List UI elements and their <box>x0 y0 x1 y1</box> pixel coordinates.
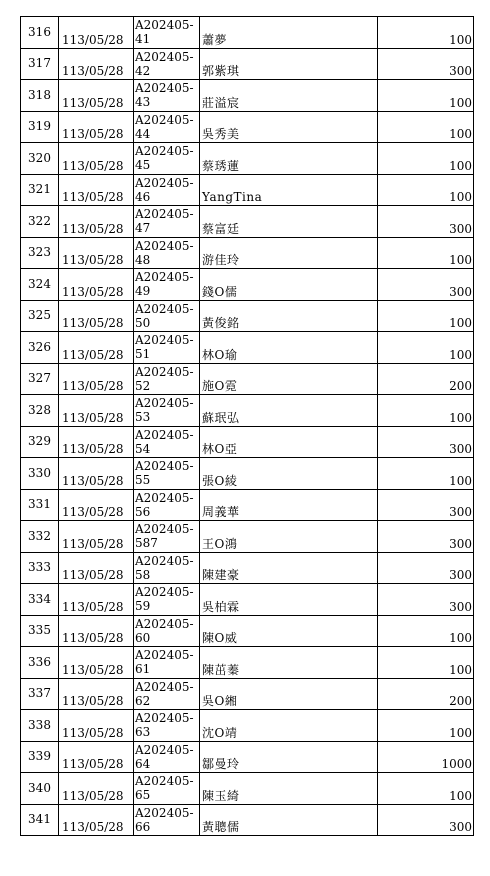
table-row <box>21 426 474 458</box>
row-code-prefix: A202405- <box>135 18 194 32</box>
row-code-suffix: 48 <box>135 252 151 267</box>
row-amount: 300 <box>378 489 474 521</box>
row-code-suffix: 51 <box>135 347 151 361</box>
row-name: 蔡富廷 <box>200 206 378 238</box>
row-code <box>134 804 200 836</box>
row-name: 王O鴻 <box>200 521 378 553</box>
row-number: 318 <box>21 80 59 112</box>
table-row <box>21 269 474 301</box>
row-number: 327 <box>21 363 59 395</box>
row-code <box>134 111 200 143</box>
table-row <box>21 647 474 679</box>
row-code-prefix: A202405- <box>135 711 194 725</box>
row-code-prefix: A202405- <box>135 459 194 473</box>
row-code <box>134 17 200 49</box>
row-number: 333 <box>21 552 59 584</box>
row-amount: 100 <box>378 332 474 364</box>
row-amount: 100 <box>378 17 474 49</box>
row-name: 游佳玲 <box>200 237 378 269</box>
row-code-suffix: 44 <box>135 126 151 141</box>
row-code <box>134 206 200 238</box>
row-date: 113/05/28 <box>59 773 134 805</box>
row-code <box>134 584 200 616</box>
row-number: 329 <box>21 426 59 458</box>
row-name: 陳O威 <box>200 615 378 647</box>
row-code-prefix: A202405- <box>135 553 194 568</box>
row-code <box>134 237 200 269</box>
table-row <box>21 678 474 710</box>
row-amount: 100 <box>378 710 474 742</box>
row-code-prefix: A202405- <box>135 648 194 662</box>
row-code-prefix: A202405- <box>135 175 194 190</box>
row-number: 335 <box>21 615 59 647</box>
row-code-suffix: 59 <box>135 599 151 613</box>
row-date: 113/05/28 <box>59 521 134 553</box>
row-date: 113/05/28 <box>59 237 134 269</box>
row-name: 陳建豪 <box>200 552 378 584</box>
row-amount: 100 <box>378 615 474 647</box>
row-date: 113/05/28 <box>59 300 134 332</box>
row-date: 113/05/28 <box>59 678 134 710</box>
row-code-suffix: 66 <box>135 819 151 834</box>
row-date: 113/05/28 <box>59 363 134 395</box>
row-name: 施O霓 <box>200 363 378 395</box>
row-code-prefix: A202405- <box>135 112 194 127</box>
table-row <box>21 741 474 773</box>
row-code-suffix: 52 <box>135 378 151 393</box>
row-date: 113/05/28 <box>59 741 134 773</box>
row-code-suffix: 41 <box>135 32 151 46</box>
row-number: 331 <box>21 489 59 521</box>
row-name: 蘇珉弘 <box>200 395 378 427</box>
row-amount: 100 <box>378 395 474 427</box>
row-code-suffix: 46 <box>135 189 151 204</box>
row-name: 林O瑜 <box>200 332 378 364</box>
table-row <box>21 174 474 206</box>
row-amount: 300 <box>378 552 474 584</box>
row-date: 113/05/28 <box>59 17 134 49</box>
row-date: 113/05/28 <box>59 647 134 679</box>
row-date: 113/05/28 <box>59 584 134 616</box>
row-name: 莊溢宸 <box>200 80 378 112</box>
table-row <box>21 17 474 49</box>
table-row <box>21 521 474 553</box>
row-date: 113/05/28 <box>59 269 134 301</box>
row-number: 328 <box>21 395 59 427</box>
row-code-suffix: 62 <box>135 693 151 708</box>
row-date: 113/05/28 <box>59 426 134 458</box>
row-amount: 100 <box>378 647 474 679</box>
row-number: 330 <box>21 458 59 490</box>
row-date: 113/05/28 <box>59 552 134 584</box>
row-name: 張O綾 <box>200 458 378 490</box>
row-amount: 100 <box>378 773 474 805</box>
row-code-suffix: 63 <box>135 725 151 739</box>
row-code <box>134 458 200 490</box>
row-date: 113/05/28 <box>59 458 134 490</box>
row-date: 113/05/28 <box>59 395 134 427</box>
row-amount: 100 <box>378 111 474 143</box>
row-code-prefix: A202405- <box>135 81 194 95</box>
row-code-suffix: 587 <box>135 536 158 550</box>
row-code-prefix: A202405- <box>135 616 194 631</box>
table-row <box>21 300 474 332</box>
row-code-suffix: 58 <box>135 567 151 582</box>
row-code-prefix: A202405- <box>135 333 194 347</box>
row-amount: 300 <box>378 426 474 458</box>
row-code <box>134 395 200 427</box>
row-code <box>134 174 200 206</box>
row-name: 吳秀美 <box>200 111 378 143</box>
row-code <box>134 678 200 710</box>
row-code-suffix: 55 <box>135 473 151 487</box>
table-row <box>21 615 474 647</box>
row-amount: 300 <box>378 584 474 616</box>
row-code-suffix: 64 <box>135 756 151 771</box>
table-row <box>21 80 474 112</box>
row-name: 吳柏霖 <box>200 584 378 616</box>
table-row <box>21 710 474 742</box>
row-date: 113/05/28 <box>59 615 134 647</box>
row-number: 319 <box>21 111 59 143</box>
row-code <box>134 773 200 805</box>
row-amount: 100 <box>378 143 474 175</box>
row-number: 341 <box>21 804 59 836</box>
row-date: 113/05/28 <box>59 111 134 143</box>
row-code-suffix: 54 <box>135 441 151 456</box>
row-amount: 1000 <box>378 741 474 773</box>
table-row <box>21 395 474 427</box>
row-code-prefix: A202405- <box>135 364 194 379</box>
row-amount: 200 <box>378 678 474 710</box>
row-number: 323 <box>21 237 59 269</box>
table-row <box>21 332 474 364</box>
row-name: 鄒曼玲 <box>200 741 378 773</box>
row-name: 林O亞 <box>200 426 378 458</box>
row-code-prefix: A202405- <box>135 742 194 757</box>
table-row <box>21 206 474 238</box>
row-code-prefix: A202405- <box>135 270 194 284</box>
table-row <box>21 143 474 175</box>
row-code-prefix: A202405- <box>135 207 194 221</box>
row-date: 113/05/28 <box>59 143 134 175</box>
row-code-prefix: A202405- <box>135 301 194 316</box>
row-number: 326 <box>21 332 59 364</box>
table-row <box>21 489 474 521</box>
row-name: 錢O儒 <box>200 269 378 301</box>
row-code <box>134 521 200 553</box>
table-row <box>21 552 474 584</box>
table-row <box>21 237 474 269</box>
row-amount: 100 <box>378 237 474 269</box>
row-name: 陳茁蓁 <box>200 647 378 679</box>
row-code-prefix: A202405- <box>135 585 194 599</box>
row-number: 321 <box>21 174 59 206</box>
row-code <box>134 332 200 364</box>
row-code-prefix: A202405- <box>135 396 194 410</box>
row-code-suffix: 47 <box>135 221 151 235</box>
row-amount: 300 <box>378 804 474 836</box>
row-amount: 100 <box>378 458 474 490</box>
row-date: 113/05/28 <box>59 80 134 112</box>
row-date: 113/05/28 <box>59 489 134 521</box>
row-code-suffix: 49 <box>135 284 151 298</box>
row-number: 339 <box>21 741 59 773</box>
row-code-prefix: A202405- <box>135 774 194 788</box>
row-code <box>134 710 200 742</box>
row-code <box>134 426 200 458</box>
table-row <box>21 773 474 805</box>
row-name: 黃聰儒 <box>200 804 378 836</box>
row-amount: 300 <box>378 48 474 80</box>
row-code-prefix: A202405- <box>135 490 194 505</box>
row-code <box>134 48 200 80</box>
table-row <box>21 584 474 616</box>
row-code-prefix: A202405- <box>135 427 194 442</box>
row-name: 蕭夢 <box>200 17 378 49</box>
row-number: 334 <box>21 584 59 616</box>
row-code-suffix: 60 <box>135 630 151 645</box>
row-number: 337 <box>21 678 59 710</box>
donation-ledger-table <box>20 16 474 836</box>
row-code-suffix: 50 <box>135 315 151 330</box>
row-number: 324 <box>21 269 59 301</box>
row-code-prefix: A202405- <box>135 144 194 158</box>
row-name: 陳玉綺 <box>200 773 378 805</box>
row-name: 沈O靖 <box>200 710 378 742</box>
row-number: 340 <box>21 773 59 805</box>
row-code-prefix: A202405- <box>135 805 194 820</box>
row-number: 322 <box>21 206 59 238</box>
row-number: 316 <box>21 17 59 49</box>
row-amount: 100 <box>378 80 474 112</box>
row-date: 113/05/28 <box>59 710 134 742</box>
row-name: 吳O緗 <box>200 678 378 710</box>
row-date: 113/05/28 <box>59 804 134 836</box>
row-date: 113/05/28 <box>59 206 134 238</box>
row-name: YangTina <box>200 174 378 206</box>
row-date: 113/05/28 <box>59 48 134 80</box>
row-code-suffix: 53 <box>135 410 151 424</box>
ledger-body <box>21 17 474 836</box>
row-amount: 100 <box>378 300 474 332</box>
row-code <box>134 143 200 175</box>
row-code-suffix: 56 <box>135 504 151 519</box>
row-amount: 200 <box>378 363 474 395</box>
row-code <box>134 552 200 584</box>
row-code-prefix: A202405- <box>135 49 194 64</box>
row-date: 113/05/28 <box>59 174 134 206</box>
row-code <box>134 615 200 647</box>
row-code <box>134 363 200 395</box>
row-code-suffix: 65 <box>135 788 151 802</box>
table-row <box>21 804 474 836</box>
row-code <box>134 269 200 301</box>
row-number: 317 <box>21 48 59 80</box>
row-code-prefix: A202405- <box>135 522 194 536</box>
table-row <box>21 48 474 80</box>
row-number: 325 <box>21 300 59 332</box>
row-name: 蔡琇蓮 <box>200 143 378 175</box>
row-amount: 300 <box>378 206 474 238</box>
row-code <box>134 741 200 773</box>
table-row <box>21 458 474 490</box>
row-amount: 100 <box>378 174 474 206</box>
row-code-suffix: 45 <box>135 158 151 172</box>
row-date: 113/05/28 <box>59 332 134 364</box>
row-name: 郭紫琪 <box>200 48 378 80</box>
row-number: 332 <box>21 521 59 553</box>
row-name: 黃俊銘 <box>200 300 378 332</box>
row-code <box>134 647 200 679</box>
row-code-suffix: 42 <box>135 63 151 78</box>
row-code <box>134 489 200 521</box>
row-amount: 300 <box>378 269 474 301</box>
row-number: 320 <box>21 143 59 175</box>
row-code <box>134 300 200 332</box>
row-code-prefix: A202405- <box>135 679 194 694</box>
row-number: 338 <box>21 710 59 742</box>
row-amount: 300 <box>378 521 474 553</box>
table-row <box>21 363 474 395</box>
row-code-suffix: 43 <box>135 95 151 109</box>
row-name: 周義華 <box>200 489 378 521</box>
row-code-suffix: 61 <box>135 662 151 676</box>
row-code <box>134 80 200 112</box>
row-code-prefix: A202405- <box>135 238 194 253</box>
row-number: 336 <box>21 647 59 679</box>
table-row <box>21 111 474 143</box>
